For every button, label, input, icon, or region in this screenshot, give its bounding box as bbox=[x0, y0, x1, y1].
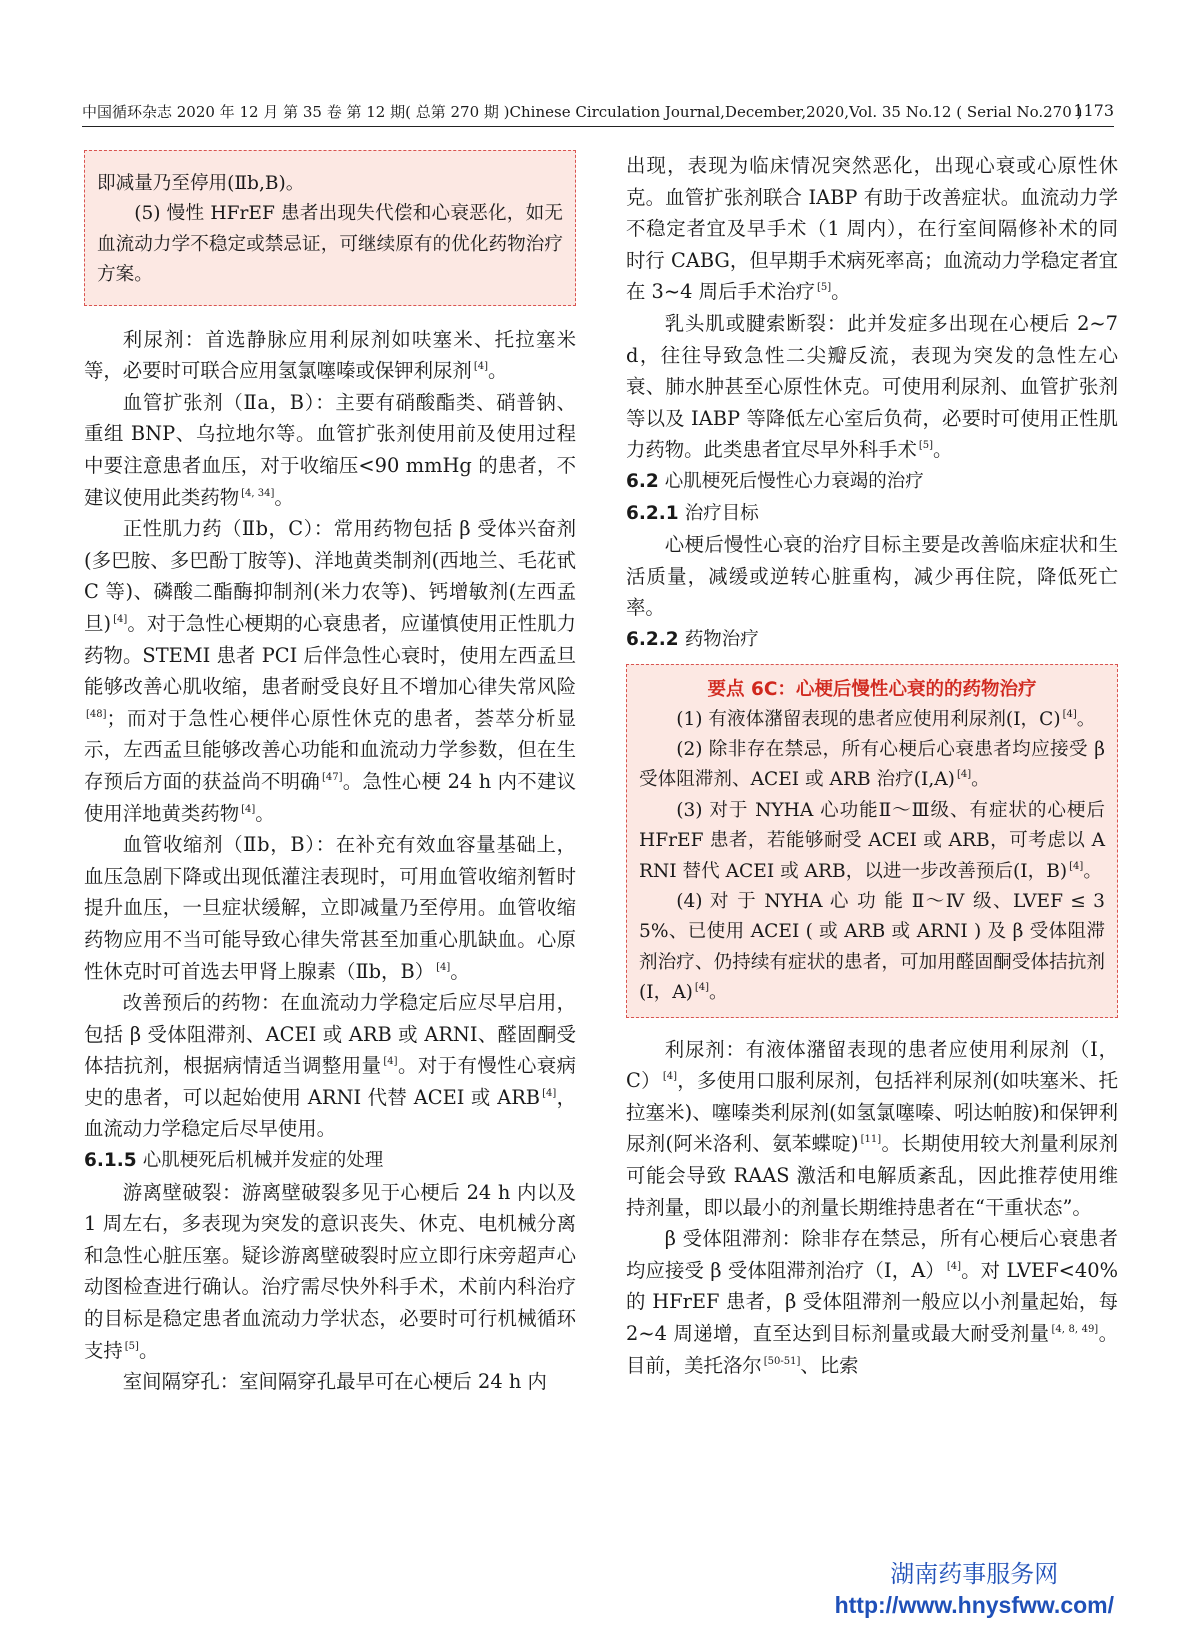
citation: [48] bbox=[86, 708, 107, 720]
watermark-url: http://www.hnysfww.com/ bbox=[834, 1592, 1114, 1618]
citation: [47] bbox=[322, 771, 343, 783]
box-title: 要点 6C：心梗后慢性心衰的的药物治疗 bbox=[707, 678, 1037, 700]
right-column bbox=[626, 150, 1118, 1381]
citation: [4] bbox=[956, 769, 972, 781]
section-heading-6-1-5: 6.1.5 心肌梗死后机械并发症的处理 bbox=[84, 1150, 384, 1172]
citation: [4] bbox=[473, 361, 488, 373]
left-column bbox=[84, 150, 576, 1398]
paragraph-free-wall-rupture: 游离壁破裂：游离壁破裂多见于心梗后 24 h 内以及 1 周左右，多表现为突发的意识丧失、休克、电机械分离和急性心脏压塞。疑诊游离壁破裂时应立即行床旁超声心动图检查进行确认。治疗需尽快外科手术，术前内科治疗的目标是稳定患者血流动力学状态，必要时可行机械循环支持 [5]。 bbox=[84, 1180, 576, 1362]
paragraph-treatment-goal: 心梗后慢性心衰的治疗目标主要是改善临床症状和生活质量，减缓或逆转心脏重构，减少再住院，降低死亡率。 bbox=[626, 533, 1118, 620]
citation: [4] bbox=[113, 613, 128, 625]
journal-info: 中国循环杂志 2020 年 12 月 第 35 卷 第 12 期( 总第 270 期 )Chinese Circulation Journal,December,2020,Vol. 35 No.12 ( Serial No.270 ) bbox=[82, 103, 1083, 121]
paragraph-diuretic-chronic: 利尿剂：有液体潴留表现的患者应使用利尿剂（Ⅰ，C） [4]，多使用口服利尿剂，包括袢利尿剂(如呋塞米、托拉塞米)、噻嗪类利尿剂(如氢氯噻嗪、吲达帕胺)和保钾利尿剂(阿米洛利、氨苯蝶啶) [11]。长期使用较大剂量利尿剂可能会导致 RAAS 激活和电解质紊乱，因此推荐使用维持剂量，即以最小的剂量长期维持患者在“干重状态”。 bbox=[626, 1037, 1118, 1219]
key-points-box-6c bbox=[626, 664, 1118, 1018]
box-item: (1) 有液体潴留表现的患者应使用利尿剂(Ⅰ，C) [4]。 bbox=[676, 708, 1096, 730]
paragraph-inotrope: 正性肌力药（Ⅱb，C）：常用药物包括 β 受体兴奋剂(多巴胺、多巴酚丁胺等)、洋地黄类制剂(西地兰、毛花甙 C 等)、磷酸二酯酶抑制剂(米力农等)、钙增敏剂(左西孟旦) [4]。对于急性心梗期的心衰患者，应谨慎使用正性肌力药物。STEMI 患者 PCI 后伴急性心衰时，使用左西孟旦能够改善心肌收缩，患者耐受良好且不增加心律失常风险[48]；而对于急性心梗伴心原性休克的患者，荟萃分析显示，左西孟旦能够改善心功能和血流动力学参数，但在生存预后方面的获益尚不明确 [47]。急性心梗 24 h 内不建议使用洋地黄类药物 [4]。 bbox=[84, 517, 577, 825]
citation: [4] bbox=[1062, 708, 1077, 720]
watermark-site-name: 湖南药事服务网 bbox=[890, 1561, 1059, 1588]
citation: [4] bbox=[542, 1087, 557, 1099]
page-number: 1173 bbox=[1073, 101, 1114, 120]
citation: [4, 8, 49] bbox=[1051, 1323, 1099, 1335]
paragraph-prognosis-drugs: 改善预后的药物：在血流动力学稳定后应尽早启用，包括 β 受体阻滞剂、ACEI 或 ARB 或 ARNI、醛固酮受体拮抗剂，根据病情适当调整用量 [4]。对于有慢性心衰病史的患者，可以起始使用 ARNI 代替 ACEI 或 ARB [4]，血流动力学稳定后尽早使用。 bbox=[84, 991, 577, 1141]
box-paragraph: (5) 慢性 HFrEF 患者出现失代偿和心衰恶化，如无血流动力学不稳定或禁忌证，可继续原有的优化药物治疗方案。 bbox=[97, 203, 563, 286]
box-paragraph: 即减量乃至停用(Ⅱb,B)。 bbox=[97, 173, 305, 194]
citation: [4] bbox=[662, 1071, 677, 1083]
box-item: (2) 除非存在禁忌，所有心梗后心衰患者均应接受 β 受体阻滞剂、ACEI 或 ARB 治疗(Ⅰ,A) [4]。 bbox=[639, 738, 1105, 791]
citation: [4] bbox=[436, 961, 451, 973]
box-item: (4) 对 于 NYHA 心 功 能 Ⅱ～Ⅳ 级、LVEF ≤ 35%、已使用 ACEI ( 或 ARB 或 ARNI ) 及 β 受体阻滞剂治疗、仍持续有症状的患者，可加用醛固酮受体拮抗剂(Ⅰ，A) [4]。 bbox=[639, 890, 1105, 1004]
section-heading-6-2-1: 6.2.1 治疗目标 bbox=[626, 502, 759, 524]
citation: [5] bbox=[816, 282, 832, 294]
paragraph-vsd: 室间隔穿孔：室间隔穿孔最早可在心梗后 24 h 内 bbox=[122, 1370, 547, 1394]
citation: [4] bbox=[241, 803, 256, 815]
paragraph-vasoconstrictor: 血管收缩剂（Ⅱb，B）：在补充有效血容量基础上，血压急剧下降或出现低灌注表现时，可用血管收缩剂暂时提升血压，一旦症状缓解，立即减量乃至停用。血管收缩药物应用不当可能导致心律失常甚至加重心肌缺血。心原性休克时可首选去甲肾上腺素（Ⅱb，B） [4]。 bbox=[84, 833, 576, 983]
citation: [5] bbox=[918, 440, 934, 452]
citation: [4] bbox=[946, 1260, 962, 1272]
paragraph-beta-blocker: β 受体阻滞剂：除非存在禁忌，所有心梗后心衰患者均应接受 β 受体阻滞剂治疗（Ⅰ，A） [4]。对 LVEF<40% 的 HFrEF 患者，β 受体阻滞剂一般应以小剂量起始，每 2~4 周递增，直至达到目标剂量或最大耐受剂量 [4, 8, 49]。目前，美托洛尔 [50-51]、比索 bbox=[626, 1227, 1119, 1377]
box-item: (3) 对于 NYHA 心功能Ⅱ～Ⅲ级、有症状的心梗后 HFrEF 患者，若能够耐受 ACEI 或 ARB，可考虑以 ARNI 替代 ACEI 或 ARB，以进一步改善预后(Ⅰ，B) [4]。 bbox=[639, 799, 1105, 882]
citation: [5] bbox=[124, 1340, 139, 1352]
paragraph-vasodilator: 血管扩张剂（Ⅱa，B）：主要有硝酸酯类、硝普钠、重组 BNP、乌拉地尔等。血管扩张剂使用前及使用过程中要注意患者血压，对于收缩压<90 mmHg 的患者，不建议使用此类药物 [4, 34]。 bbox=[84, 390, 576, 509]
section-heading-6-2-2: 6.2.2 药物治疗 bbox=[626, 628, 759, 650]
paragraph-diuretic: 利尿剂：首选静脉应用利尿剂如呋塞米、托拉塞米等，必要时可联合应用氢氯噻嗪或保钾利尿剂 [4]。 bbox=[84, 327, 576, 383]
citation: [4, 34] bbox=[241, 487, 275, 499]
citation: [4] bbox=[383, 1056, 398, 1068]
paragraph-vsd-continued: 出现，表现为临床情况突然恶化，出现心衰或心原性休克。血管扩张剂联合 IABP 有助于改善症状。血流动力学不稳定者宜及早手术（1 周内），在行室间隔修补术的同时行 CABG，但早期手术病死率高；血流动力学稳定者宜在 3~4 周后手术治疗 [5]。 bbox=[626, 154, 1118, 304]
citation: [4] bbox=[694, 982, 710, 994]
citation: [11] bbox=[860, 1134, 882, 1146]
citation: [50-51] bbox=[763, 1355, 801, 1367]
paragraph-papillary-rupture: 乳头肌或腱索断裂：此并发症多出现在心梗后 2~7 d，往往导致急性二尖瓣反流，表现为突发的急性左心衰、肺水肿甚至心原性休克。可使用利尿剂、血管扩张剂等以及 IABP 等降低左心室后负荷，必要时可使用正性肌力药物。此类患者宜尽早外科手术 [5]。 bbox=[626, 311, 1118, 462]
section-heading-6-2: 6.2 心肌梗死后慢性心力衰竭的治疗 bbox=[626, 470, 924, 492]
watermark bbox=[835, 1560, 1114, 1620]
running-header bbox=[82, 98, 1114, 127]
citation: [4] bbox=[1069, 860, 1084, 872]
key-points-box-continued bbox=[84, 150, 576, 306]
